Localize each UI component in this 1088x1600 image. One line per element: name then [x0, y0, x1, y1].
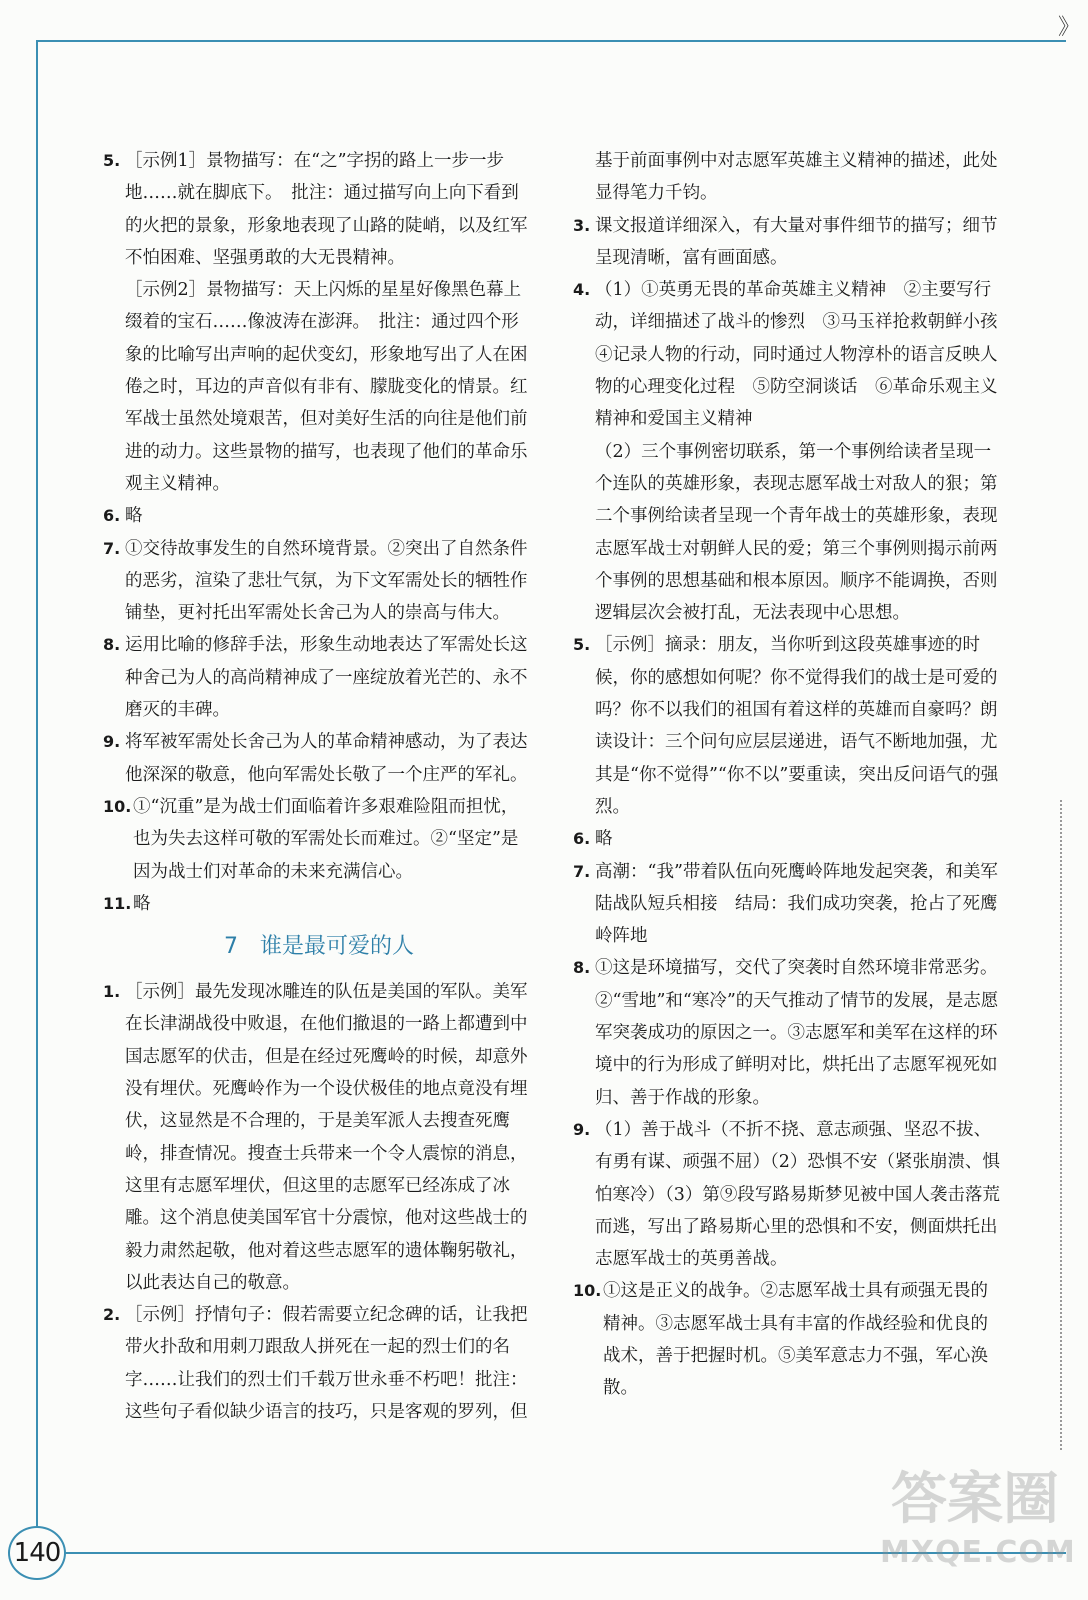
answer-number: 8. — [573, 958, 591, 978]
answer-number: 4. — [573, 280, 591, 300]
answer-item — [573, 1275, 1005, 1404]
watermark-logo — [880, 1465, 1076, 1580]
answer-number: 5. — [573, 635, 591, 655]
watermark-url: MXQE.COM — [880, 1535, 1076, 1570]
answer-paragraph: 略 — [133, 893, 151, 914]
answer-number: 9. — [573, 1119, 591, 1139]
answer-item — [573, 274, 1015, 629]
answer-number: 7. — [103, 538, 121, 558]
answer-item — [103, 629, 535, 726]
answer-number: 8. — [103, 635, 121, 655]
binding-edge — [1060, 800, 1062, 1450]
answer-paragraph: （2）三个事例密切联系，第一个事例给读者呈现一个连队的英雄形象，表现志愿军战士对敌人的狠；第二个事例给读者呈现一个青年战士的英雄形象，表现志愿军战士对朝鲜人民的爱；第三个事例则揭示前两个事例的思想基础和根本原因。顺序不能调换，否则逻辑层次会被打乱，无法表现中心思想。 — [595, 441, 998, 624]
answer-item — [573, 856, 1005, 953]
answer-item — [573, 210, 1005, 275]
answer-paragraph: ①这是正义的战争。②志愿军战士具有顽强无畏的精神。③志愿军战士具有丰富的作战经验和优良的战术，善于把握时机。⑤美军意志力不强，军心涣散。 — [603, 1281, 988, 1399]
section-title: 谁是最可爱的人 — [259, 934, 414, 960]
answer-number: 5. — [103, 151, 121, 170]
answer-paragraph: ［示例2］景物描写：天上闪烁的星星好像黑色幕上缀着的宝石……像波涛在澎湃。 批注：通过四个形象的比喻写出声响的起伏变幻，形象地写出了人在困倦之时，耳边的声音似有非有、朦胧变化的情景。红军战士虽然处境艰苦，但对美好生活的向往是他们前进的动力。这些景物的描写，也表现了他们的革命乐观主义精神。 — [125, 280, 528, 494]
answer-paragraph: ①这是环境描写，交代了突袭时自然环境非常恶劣。②“雪地”和“寒冷”的天气推动了情节的发展，是志愿军突袭成功的原因之一。③志愿军和美军在这样的环境中的行为形成了鲜明对比，烘托出了志愿军视死如归、善于作战的形象。 — [595, 958, 999, 1108]
answer-paragraph: ［示例］摘录：朋友，当你听到这段英雄事迹的时候，你的感想如何呢？你不觉得我们的战士是可爱的吗？你不以我们的祖国有着这样的英雄而自豪吗？朗读设计：三个问句应层层递进，语气不断地加强，尤其是“你不觉得”“你不以”要重读，突出反问语气的强烈。 — [595, 635, 999, 817]
answer-paragraph: （1）①英勇无畏的革命英雄主义精神 ②主要写行动，详细描述了战斗的惨烈 ③马玉祥抢救朝鲜小孩 ④记录人物的行动，同时通过人物淳朴的语言反映人物的心理变化过程 ⑤防空洞谈话 ⑥革命乐观主义精神和爱国主义精神 — [595, 280, 1015, 430]
answer-number: 11. — [103, 893, 132, 913]
answer-item — [103, 145, 535, 500]
answer-item — [103, 533, 535, 630]
answer-number: 9. — [103, 732, 121, 752]
corner-mark: 》 — [1057, 15, 1080, 40]
answer-paragraph: 课文报道详细深入，有大量对事件细节的描写；细节呈现清晰，富有画面感。 — [595, 215, 998, 268]
answer-paragraph: ［示例］抒情句子：假若需要立纪念碑的话，让我把带火扑敌和用刺刀跟敌人拼死在一起的烈士们的名字……让我们的烈士们千载万世永垂不朽吧！批注：这些句子看似缺少语言的技巧，只是客观的罗列，但 — [125, 1305, 528, 1422]
left-answers-part2 — [103, 976, 535, 1428]
answer-item — [103, 500, 535, 532]
page-frame-left — [36, 40, 38, 1530]
answer-item — [573, 823, 1005, 855]
answer-number: 7. — [573, 861, 591, 881]
answer-paragraph: 基于前面事例中对志愿军英雄主义精神的描述，此处显得笔力千钧。 — [595, 151, 998, 204]
answer-item — [573, 1114, 1005, 1275]
right-column — [573, 145, 1015, 1405]
answer-number: 10. — [573, 1281, 602, 1301]
answer-number: 2. — [103, 1305, 121, 1325]
page-number: 140 — [8, 1526, 66, 1580]
answer-paragraph: ［示例］最先发现冰雕连的队伍是美国的军队。美军在长津湖战役中败退，在他们撤退的一路上都遭到中国志愿军的伏击，但是在经过死鹰岭的时候，却意外没有埋伏。死鹰岭作为一个设伏极佳的地点竟没有埋伏，这显然是不合理的，于是美军派人去搜查死鹰岭，排查情况。搜查士兵带来一个令人震惊的消息，这里有志愿军埋伏，但这里的志愿军已经冻成了冰雕。这个消息使美国军官十分震惊，他对这些战士的毅力肃然起敬，他对着这些志愿军的遗体鞠躬敬礼，以此表达自己的敬意。 — [125, 982, 528, 1293]
answer-item — [103, 976, 535, 1299]
answer-paragraph: 运用比喻的修辞手法，形象生动地表达了军需处长这种舍己为人的高尚精神成了一座绽放着光芒的、永不磨灭的丰碑。 — [125, 635, 528, 721]
section-heading — [103, 930, 535, 964]
page-frame-top — [36, 40, 1066, 42]
answer-paragraph: 略 — [595, 829, 613, 850]
answer-item — [103, 1299, 535, 1428]
answer-paragraph: ①交待故事发生的自然环境背景。②突出了自然条件的恶劣，渲染了悲壮气氛，为下文军需处长的牺牲作铺垫，更衬托出军需处长舍己为人的崇高与伟大。 — [125, 538, 528, 624]
answer-number: 6. — [573, 829, 591, 849]
answer-paragraph: 略 — [125, 506, 143, 527]
answer-number: 6. — [103, 506, 121, 526]
answer-item — [573, 952, 1005, 1113]
answer-number: 10. — [103, 796, 132, 816]
answer-number: 1. — [103, 982, 121, 1002]
right-answers — [573, 210, 1015, 1405]
continuation-text — [573, 145, 1005, 210]
answer-paragraph: 将军被军需处长舍己为人的革命精神感动，为了表达他深深的敬意，他向军需处长敬了一个庄严的军礼。 — [125, 732, 528, 785]
answer-number: 3. — [573, 215, 591, 235]
answer-paragraph: 高潮：“我”带着队伍向死鹰岭阵地发起突袭，和美军陆战队短兵相接 结局：我们成功突袭，抢占了死鹰岭阵地 — [595, 861, 998, 947]
answer-paragraph: ［示例1］景物描写：在“之”字拐的路上一步一步地……就在脚底下。 批注：通过描写向上向下看到的火把的景象，形象地表现了山路的陡峭，以及红军不怕困难、坚强勇敢的大无畏精神。 — [125, 151, 528, 268]
left-answers-part1 — [103, 145, 535, 920]
answer-item — [573, 629, 1005, 823]
answer-item — [103, 888, 535, 920]
section-number: 7 — [223, 934, 238, 960]
watermark-text: 答案圈 — [891, 1467, 1059, 1532]
answer-item — [103, 791, 535, 888]
answer-paragraph: （1）善于战斗（不折不挠、意志顽强、坚忍不拔、有勇有谋、顽强不屈）（2）恐惧不安（紧张崩溃、惧怕寒冷）（3）第⑨段写路易斯梦见被中国人袭击落荒而逃，写出了路易斯心里的恐惧和不安，侧面烘托出志愿军战士的英勇善战。 — [595, 1119, 1000, 1270]
answer-item — [103, 726, 535, 791]
answer-paragraph: ①“沉重”是为战士们面临着许多艰难险阻而担忧，也为失去这样可敬的军需处长而难过。②“坚定”是因为战士们对革命的未来充满信心。 — [133, 796, 519, 882]
left-column — [103, 145, 535, 1428]
